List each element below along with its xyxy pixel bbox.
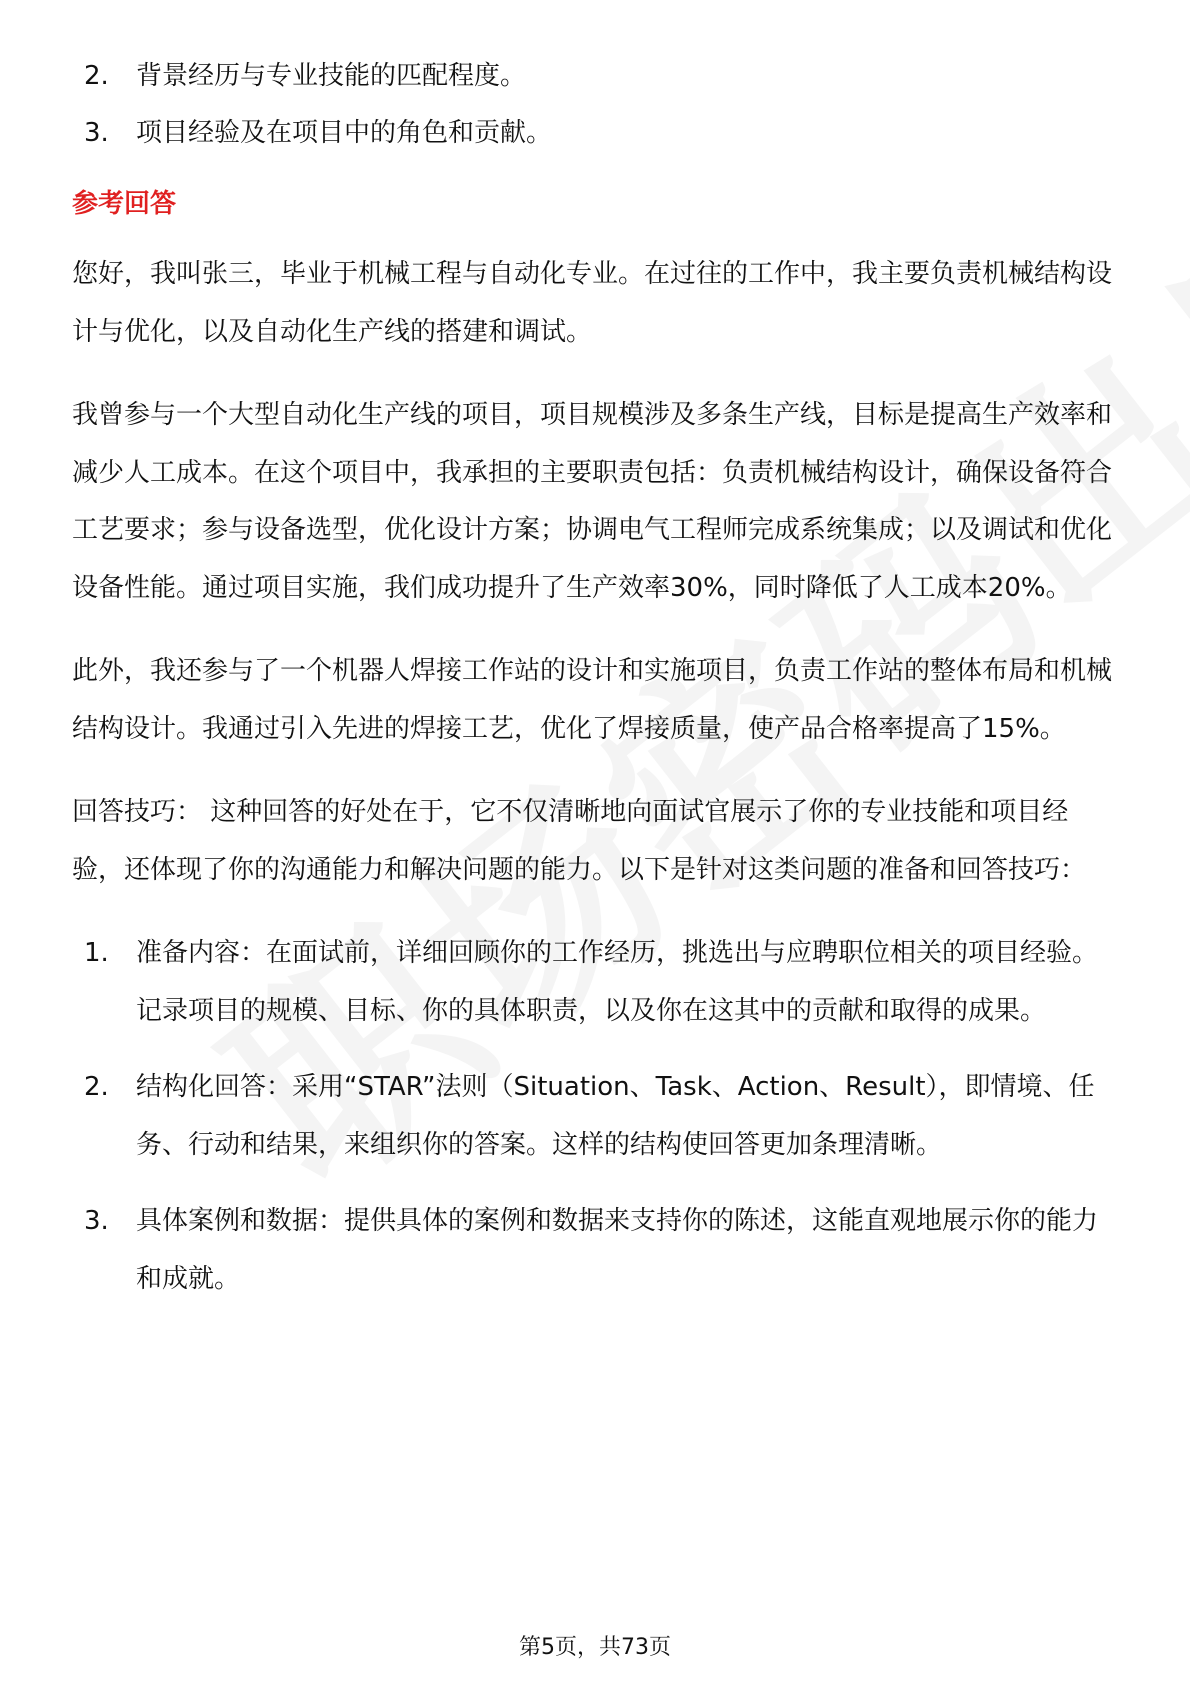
list-text: 背景经历与专业技能的匹配程度。 xyxy=(136,61,527,91)
tip-item-3 xyxy=(72,1193,1120,1308)
page-number: 第5页，共73页 xyxy=(519,1635,671,1660)
list-number: 1. xyxy=(84,938,109,968)
tip-item-1 xyxy=(72,925,1120,1040)
paragraph-project-2: 此外，我还参与了一个机器人焊接工作站的设计和实施项目，负责工作站的整体布局和机械结构设计。我通过引入先进的焊接工艺，优化了焊接质量，使产品合格率提高了15%。 xyxy=(72,656,1113,744)
list-number: 2. xyxy=(84,1072,109,1102)
list-number: 3. xyxy=(84,118,109,148)
list-text: 结构化回答：采用“STAR”法则（Situation、Task、Action、Result），即情境、任务、行动和结果，来组织你的答案。这样的结构使回答更加条理清晰。 xyxy=(136,1072,1095,1160)
page-content xyxy=(72,48,1120,1327)
criteria-item-2 xyxy=(72,48,1120,105)
list-text: 项目经验及在项目中的角色和贡献。 xyxy=(136,118,553,148)
paragraph-intro: 您好，我叫张三，毕业于机械工程与自动化专业。在过往的工作中，我主要负责机械结构设计与优化，以及自动化生产线的搭建和调试。 xyxy=(72,259,1113,347)
answer-heading: 参考回答 xyxy=(72,189,177,219)
list-text: 具体案例和数据：提供具体的案例和数据来支持你的陈述，这能直观地展示你的能力和成就。 xyxy=(136,1206,1099,1294)
list-number: 2. xyxy=(84,61,109,91)
list-number: 3. xyxy=(84,1206,109,1236)
paragraph-tips-intro: 回答技巧： 这种回答的好处在于，它不仅清晰地向面试官展示了你的专业技能和项目经验，还体现了你的沟通能力和解决问题的能力。以下是针对这类问题的准备和回答技巧： xyxy=(72,797,1087,885)
paragraph-project-1: 我曾参与一个大型自动化生产线的项目，项目规模涉及多条生产线，目标是提高生产效率和减少人工成本。在这个项目中，我承担的主要职责包括：负责机械结构设计，确保设备符合工艺要求；参与设备选型，优化设计方案；协调电气工程师完成系统集成；以及调试和优化设备性能。通过项目实施，我们成功提升了生产效率30%，同时降低了人工成本20%。 xyxy=(72,400,1113,603)
tips-list xyxy=(72,925,1120,1308)
tip-item-2 xyxy=(72,1059,1120,1174)
list-text: 准备内容：在面试前，详细回顾你的工作经历，挑选出与应聘职位相关的项目经验。记录项目的规模、目标、你的具体职责，以及你在这其中的贡献和取得的成果。 xyxy=(136,938,1099,1026)
criteria-item-3 xyxy=(72,105,1120,162)
